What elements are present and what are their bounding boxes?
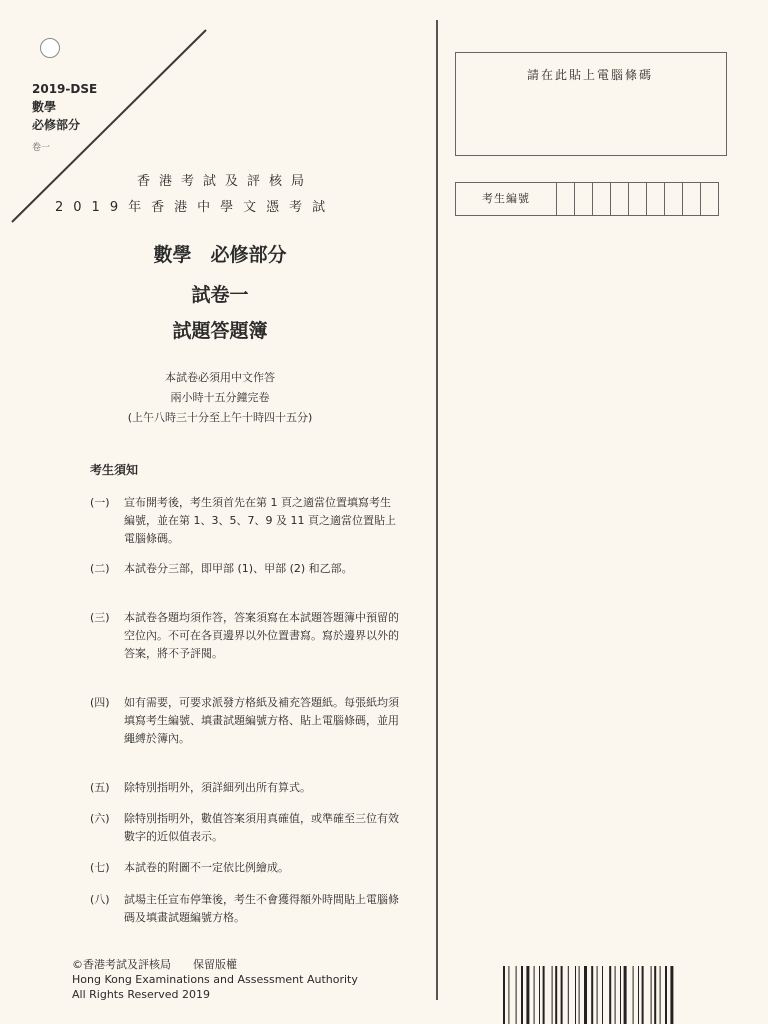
barcode-stripe (620, 966, 621, 1024)
barcode-stripe (602, 966, 603, 1024)
exam-name: 2019年香港中學文憑考試 (55, 200, 336, 215)
candidate-digit-cell[interactable] (575, 183, 593, 215)
barcode-stripe (660, 966, 661, 1024)
instruction-number: (三) (90, 611, 110, 624)
barcode-stripe (539, 966, 540, 1024)
corner-subject: 數學 (32, 100, 57, 114)
instruction-item (90, 560, 400, 578)
instruction-text: 試場主任宣布停筆後，考生不會獲得額外時間貼上電腦條碼及填畫試題編號方格。 (124, 893, 399, 924)
language-note: 本試卷必須用中文作答 (165, 371, 275, 384)
corner-paper: 卷一 (32, 143, 51, 153)
instruction-item (90, 779, 400, 797)
barcode-stripe (654, 966, 656, 1024)
candidate-digit-cell[interactable] (593, 183, 611, 215)
time-note: (上午八時三十分至上午十時四十五分) (127, 411, 313, 424)
instruction-number: (七) (90, 861, 110, 874)
corner-label (32, 80, 97, 134)
barcode-stripe (638, 966, 639, 1024)
instruction-text: 本試卷分三部，即甲部 (1)、甲部 (2) 和乙部。 (124, 562, 353, 575)
candidate-number-field[interactable] (455, 182, 719, 216)
printed-barcode (503, 966, 725, 1024)
instruction-number: (八) (90, 893, 110, 906)
barcode-stripe (615, 966, 616, 1024)
instruction-number: (二) (90, 562, 110, 575)
instructions-heading: 考生須知 (90, 463, 139, 477)
paper-title: 試卷一 (191, 284, 249, 306)
barcode-stripe (561, 966, 563, 1024)
barcode-stripe (508, 966, 509, 1024)
candidate-number-label: 考生編號 (456, 183, 557, 215)
authority-name: 香港考試及評核局 (136, 174, 313, 189)
booklet-title: 試題答題簿 (172, 320, 268, 342)
vertical-divider (436, 20, 438, 1000)
candidate-digit-cell[interactable] (629, 183, 647, 215)
corner-part: 必修部分 (32, 118, 81, 132)
instruction-item (90, 891, 400, 927)
barcode-stripe (591, 966, 593, 1024)
instruction-number: (一) (90, 496, 110, 509)
barcode-stripe (642, 966, 644, 1024)
barcode-stripe (584, 966, 587, 1024)
copyright-english: Hong Kong Examinations and Assessment Authority (72, 973, 358, 986)
instruction-text: 本試卷的附圖不一定依比例繪成。 (124, 861, 289, 874)
barcode-stripe (552, 966, 553, 1024)
candidate-digit-cell[interactable] (647, 183, 665, 215)
barcode-stripe (521, 966, 523, 1024)
barcode-stripe (665, 966, 667, 1024)
barcode-stripe (633, 966, 634, 1024)
copyright-year: All Rights Reserved 2019 (72, 988, 211, 1001)
instruction-number: (五) (90, 781, 110, 794)
candidate-digit-cell[interactable] (611, 183, 629, 215)
barcode-stripe (516, 966, 517, 1024)
copyright-chinese: ©香港考試及評核局 保留版權 (72, 958, 237, 971)
exam-info (90, 368, 350, 428)
instruction-text: 宣布開考後，考生須首先在第 1 頁之適當位置填寫考生編號，並在第 1、3、5、7、9 及 11 頁之適當位置貼上電腦條碼。 (124, 496, 396, 545)
barcode-stripe (624, 966, 627, 1024)
instruction-text: 本試卷各題均須作答，答案須寫在本試題答題簿中預留的空位內。不可在各頁邊界以外位置書寫。寫於邊界以外的答案，將不予評閱。 (124, 611, 399, 660)
barcode-stripe (543, 966, 545, 1024)
barcode-stripe (609, 966, 611, 1024)
candidate-digit-cell[interactable] (557, 183, 575, 215)
candidate-digit-cell[interactable] (701, 183, 718, 215)
instruction-item (90, 609, 400, 663)
barcode-stripe (575, 966, 576, 1024)
candidate-digit-cell[interactable] (665, 183, 683, 215)
barcode-stripe (526, 966, 529, 1024)
instruction-number: (四) (90, 696, 110, 709)
candidate-digit-cell[interactable] (683, 183, 701, 215)
barcode-stripe (670, 966, 673, 1024)
instruction-text: 如有需要，可要求派發方格紙及補充答題紙。每張紙均須填寫考生編號、填畫試題編號方格、貼上電腦條碼，並用繩縛於簿內。 (124, 696, 399, 745)
instruction-number: (六) (90, 812, 110, 825)
copyright-notice (72, 957, 358, 1002)
subject-title: 數學 必修部分 (153, 244, 287, 266)
corner-code: 2019-DSE (32, 82, 98, 96)
instruction-item (90, 859, 400, 877)
instruction-text: 除特別指明外，須詳細列出所有算式。 (124, 781, 311, 794)
barcode-prompt: 請在此貼上電腦條碼 (526, 68, 653, 82)
instruction-item (90, 694, 400, 748)
barcode-stripe (597, 966, 598, 1024)
barcode-stripe (503, 966, 505, 1024)
instruction-item (90, 494, 400, 548)
barcode-stripe (579, 966, 580, 1024)
barcode-stripe (555, 966, 557, 1024)
barcode-stripe (651, 966, 652, 1024)
instruction-text: 除特別指明外，數值答案須用真確值，或準確至三位有效數字的近似值表示。 (124, 812, 399, 843)
duration-note: 兩小時十五分鐘完卷 (170, 391, 270, 404)
barcode-stripe (568, 966, 569, 1024)
instruction-item (90, 810, 400, 846)
barcode-stripe (534, 966, 535, 1024)
